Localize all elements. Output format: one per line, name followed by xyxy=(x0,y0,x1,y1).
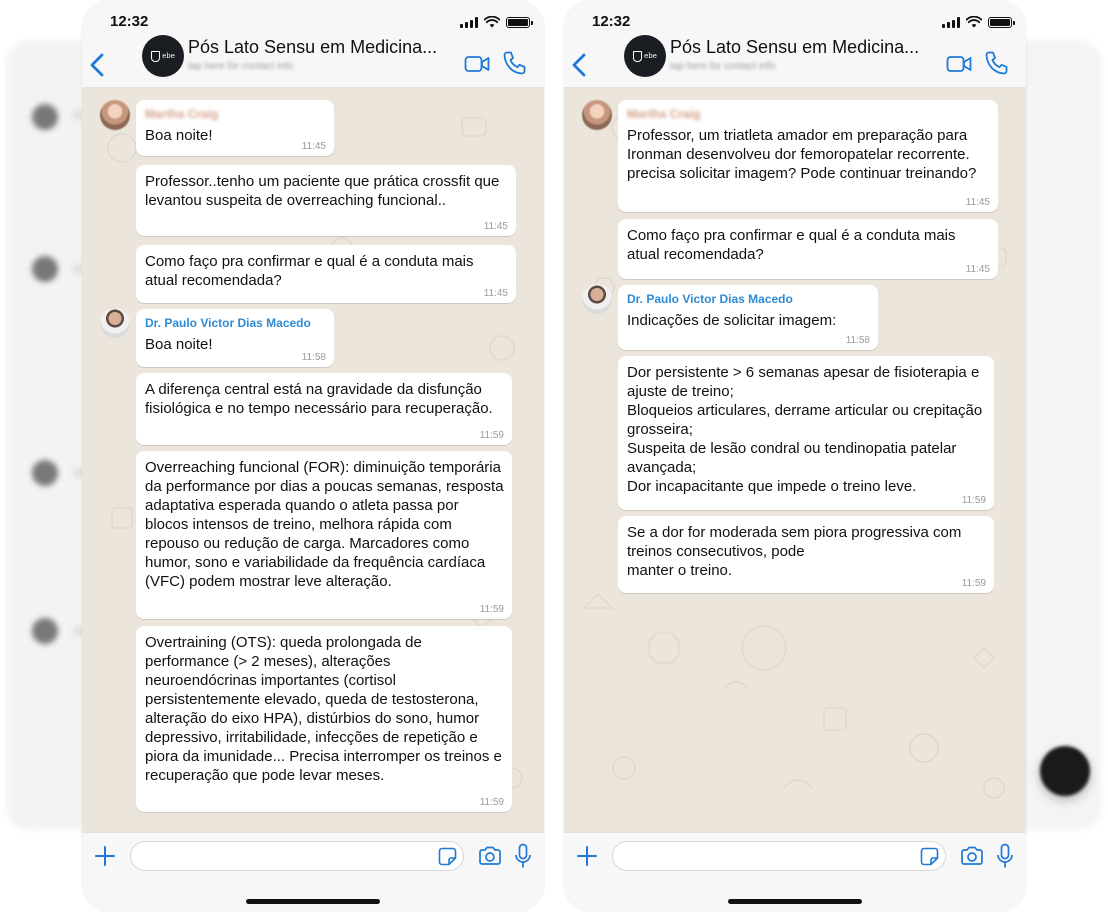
message-bubble-received[interactable] xyxy=(136,451,512,619)
sticker-icon[interactable] xyxy=(438,847,457,866)
phone-screen-right xyxy=(564,0,1026,912)
message-time: 11:59 xyxy=(479,430,504,441)
status-time: 12:32 xyxy=(592,13,631,30)
message-bubble-received[interactable] xyxy=(618,516,994,593)
message-bubble-received[interactable] xyxy=(618,219,998,279)
signal-icon xyxy=(460,17,478,28)
sender-name: Dr. Paulo Victor Dias Macedo xyxy=(627,292,793,306)
back-chevron-icon[interactable] xyxy=(570,52,590,78)
battery-icon xyxy=(988,17,1012,28)
microphone-icon[interactable] xyxy=(996,843,1014,869)
plus-icon[interactable] xyxy=(576,845,598,867)
group-avatar-text: ebe xyxy=(644,52,657,60)
message-text: Como faço pra confirmar e qual é a conduta mais atual recomendada? xyxy=(627,227,956,263)
message-time: 11:45 xyxy=(965,264,990,275)
crest-icon xyxy=(633,51,642,62)
message-time: 11:58 xyxy=(845,335,870,346)
video-call-icon[interactable] xyxy=(946,54,972,74)
message-text: Como faço pra confirmar e qual é a conduta mais atual recomendada? xyxy=(145,253,474,289)
home-indicator[interactable] xyxy=(246,899,380,904)
message-bubble-received[interactable] xyxy=(618,356,994,510)
message-text: Professor..tenho um paciente que prática crossfit que levantou suspeita de overreaching funcional.. xyxy=(145,173,500,209)
message-bubble-received[interactable] xyxy=(618,100,998,212)
message-time: 11:59 xyxy=(961,578,986,589)
message-bubble-received[interactable] xyxy=(136,309,334,367)
blurred-avatar xyxy=(32,256,58,282)
message-text: A diferença central está na gravidade da disfunção fisiológica e no tempo necessário para recuperação. xyxy=(145,381,493,417)
battery-icon xyxy=(506,17,530,28)
chat-header[interactable] xyxy=(82,30,544,88)
sender-avatar-martha[interactable] xyxy=(100,100,130,130)
message-text: Se a dor for moderada sem piora progressiva com treinos consecutivos, pode manter o treino. xyxy=(627,524,962,579)
message-time: 11:45 xyxy=(483,288,508,299)
input-bar xyxy=(564,832,1026,912)
microphone-icon[interactable] xyxy=(514,843,532,869)
sender-avatar-paulo[interactable] xyxy=(100,308,130,338)
message-text: Professor, um triatleta amador em preparação para Ironman desenvolveu dor femoropatelar recorrente. precisa solicitar imagem? Pode continuar treinando? xyxy=(627,127,977,182)
voice-call-icon[interactable] xyxy=(984,50,1008,76)
message-time: 11:45 xyxy=(965,197,990,208)
message-time: 11:45 xyxy=(483,221,508,232)
chat-area[interactable] xyxy=(82,88,544,832)
message-bubble-received[interactable] xyxy=(136,626,512,812)
message-input[interactable] xyxy=(130,841,464,871)
status-icons xyxy=(460,15,530,29)
signal-icon xyxy=(942,17,960,28)
message-time: 11:45 xyxy=(301,141,326,152)
message-text: Dor persistente > 6 semanas apesar de fisioterapia e ajuste de treino; Bloqueios articulares, derrame articular ou crepitação grosseira; Suspeita de lesão condral ou tendinopatia patelar avançada; Dor incapacitante que impede o treino leve. xyxy=(627,364,983,495)
message-text: Overreaching funcional (FOR): diminuição temporária da performance por dias a poucas semanas, resposta adaptativa esperada quando o atleta passa por blocos intensos de treino, melhora rápida com repouso ou redução de carga. Marcadores como humor, sono e variabilidade da frequência cardíaca (VFC) podem mostrar leve alteração. xyxy=(145,459,504,590)
sender-name: Martha Craig xyxy=(145,107,219,121)
message-bubble-received[interactable] xyxy=(136,373,512,445)
phone-screen-left xyxy=(82,0,544,912)
message-text: Boa noite! xyxy=(145,336,213,353)
group-avatar[interactable] xyxy=(624,35,666,77)
home-indicator[interactable] xyxy=(728,899,862,904)
sender-avatar-martha[interactable] xyxy=(582,100,612,130)
chat-subtitle[interactable]: tap here for contact info xyxy=(188,61,294,72)
message-bubble-received[interactable] xyxy=(136,165,516,236)
background-fab xyxy=(1040,746,1090,796)
back-chevron-icon[interactable] xyxy=(88,52,108,78)
message-input[interactable] xyxy=(612,841,946,871)
message-text: Boa noite! xyxy=(145,127,213,144)
sticker-icon[interactable] xyxy=(920,847,939,866)
status-time: 12:32 xyxy=(110,13,149,30)
message-bubble-received[interactable] xyxy=(136,100,334,156)
input-bar xyxy=(82,832,544,912)
group-avatar-text: ebe xyxy=(162,52,175,60)
blurred-avatar xyxy=(32,618,58,644)
sender-name: Martha Craig xyxy=(627,107,701,121)
group-avatar[interactable] xyxy=(142,35,184,77)
message-time: 11:59 xyxy=(961,495,986,506)
wifi-icon xyxy=(484,16,500,28)
sender-avatar-paulo[interactable] xyxy=(582,284,612,314)
crest-icon xyxy=(151,51,160,62)
blurred-avatar xyxy=(32,460,58,486)
message-bubble-received[interactable] xyxy=(618,285,878,350)
chat-title[interactable]: Pós Lato Sensu em Medicina... xyxy=(670,37,920,57)
message-time: 11:58 xyxy=(301,352,326,363)
video-call-icon[interactable] xyxy=(464,54,490,74)
wifi-icon xyxy=(966,16,982,28)
chat-title[interactable]: Pós Lato Sensu em Medicina... xyxy=(188,37,438,57)
camera-icon[interactable] xyxy=(960,845,984,867)
sender-name: Dr. Paulo Victor Dias Macedo xyxy=(145,316,311,330)
blurred-avatar xyxy=(32,104,58,130)
chat-header[interactable] xyxy=(564,30,1026,88)
message-bubble-received[interactable] xyxy=(136,245,516,303)
plus-icon[interactable] xyxy=(94,845,116,867)
message-time: 11:59 xyxy=(479,604,504,615)
message-text: Indicações de solicitar imagem: xyxy=(627,312,837,329)
chat-subtitle[interactable]: tap here for contact info xyxy=(670,61,776,72)
status-icons xyxy=(942,15,1012,29)
message-time: 11:59 xyxy=(479,797,504,808)
camera-icon[interactable] xyxy=(478,845,502,867)
chat-area[interactable] xyxy=(564,88,1026,832)
message-text: Overtraining (OTS): queda prolongada de performance (> 2 meses), alterações neuroendócrinas importantes (cortisol persistentemente elevado, queda de testosterona, alteração do eixo HPA), distúrbios do sono, humor depressivo, irritabilidade, infecções de repetição e piora da imunidade... Precisa interromper os treinos e recuperação que pode levar meses. xyxy=(145,634,502,784)
voice-call-icon[interactable] xyxy=(502,50,526,76)
